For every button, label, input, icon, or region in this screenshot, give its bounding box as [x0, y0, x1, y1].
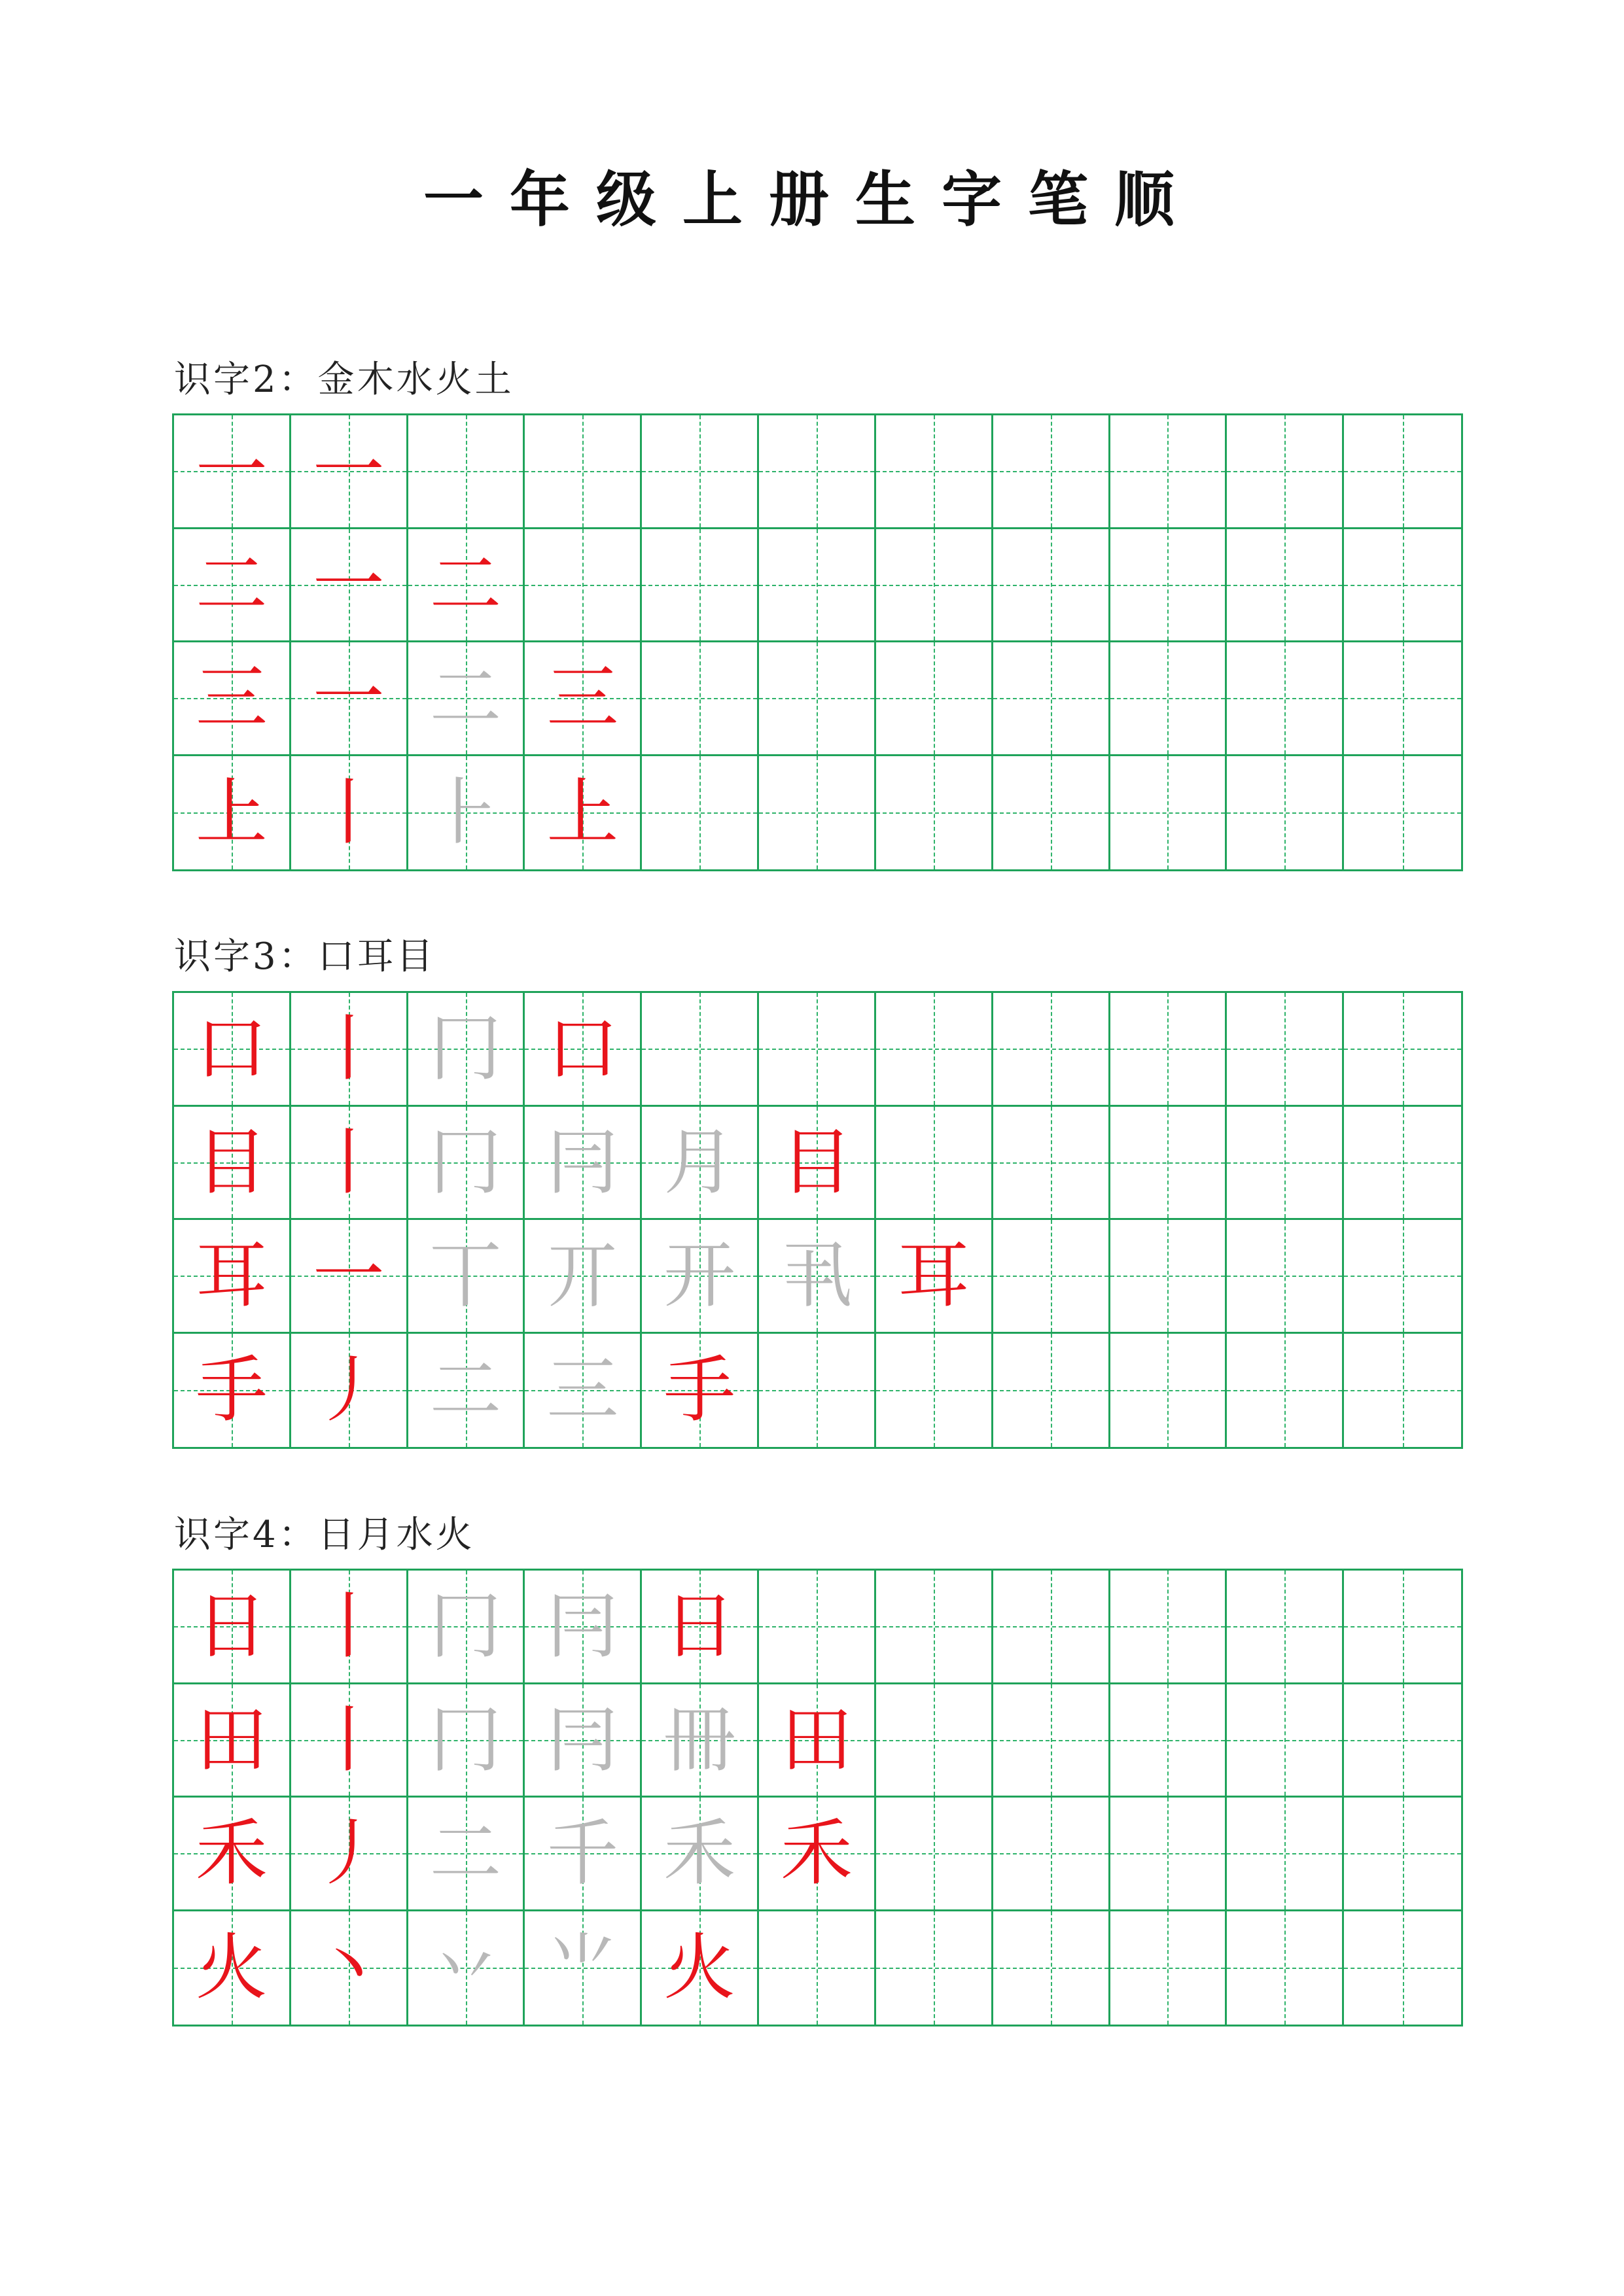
practice-cell: [993, 1220, 1110, 1334]
section-label-3: 识字4：日月水火: [174, 1514, 475, 1556]
practice-cell: [876, 1220, 993, 1334]
char-cell: [174, 1911, 291, 2025]
stroke-step: 丅: [429, 1234, 502, 1318]
practice-cell: [291, 1571, 408, 1684]
practice-cell: [525, 642, 642, 756]
practice-cell: [876, 1107, 993, 1221]
practice-cell: [1344, 1334, 1461, 1448]
practice-cell: [876, 1334, 993, 1448]
stroke-step: 丿: [312, 1348, 385, 1433]
practice-cell: [993, 1911, 1110, 2025]
stroke-step: 禾: [663, 1811, 736, 1896]
practice-cell: [1227, 415, 1344, 529]
practice-cell: [876, 1911, 993, 2025]
practice-cell: [642, 1571, 759, 1684]
practice-cell: [876, 1571, 993, 1684]
practice-cell: [642, 1911, 759, 2025]
practice-cell: [759, 1571, 876, 1684]
practice-cell: [1227, 1684, 1344, 1798]
practice-cell: [1110, 993, 1227, 1107]
practice-cell: [525, 529, 642, 643]
stroke-step: 丌: [546, 1234, 619, 1318]
stroke-step: 一: [312, 656, 385, 740]
stroke-step: 丨: [312, 1007, 385, 1091]
practice-cell: [993, 1107, 1110, 1221]
practice-cell: [759, 1107, 876, 1221]
practice-cell: [291, 1798, 408, 1911]
practice-cell: [408, 756, 525, 870]
model-character: 耳: [195, 1234, 268, 1318]
practice-cell: [1344, 415, 1461, 529]
practice-cell: [642, 642, 759, 756]
stroke-step: 火: [663, 1926, 736, 2010]
practice-cell: [1344, 1911, 1461, 2025]
practice-cell: [408, 993, 525, 1107]
practice-cell: [876, 1684, 993, 1798]
practice-cell: [1344, 1220, 1461, 1334]
char-cell: [174, 1107, 291, 1221]
practice-cell: [1227, 1107, 1344, 1221]
page-title: 一年级上册生字笔顺: [423, 164, 1201, 235]
stroke-step: 二: [429, 656, 502, 740]
practice-cell: [1110, 1684, 1227, 1798]
stroke-step: 冂: [429, 1584, 502, 1669]
practice-cell: [1227, 756, 1344, 870]
practice-cell: [525, 1798, 642, 1911]
practice-cell: [876, 415, 993, 529]
section-label-1: 识字2：金木水火土: [174, 358, 514, 401]
stroke-step: 冊: [663, 1697, 736, 1782]
practice-cell: [408, 1798, 525, 1911]
practice-cell: [759, 1220, 876, 1334]
practice-cell: [876, 529, 993, 643]
practice-cell: [1110, 1798, 1227, 1911]
practice-cell: [1227, 1798, 1344, 1911]
practice-cell: [408, 415, 525, 529]
practice-cell: [291, 1684, 408, 1798]
stroke-step: 冃: [546, 1120, 619, 1204]
practice-cell: [1227, 1220, 1344, 1334]
practice-cell: [1110, 1571, 1227, 1684]
stroke-step: 丮: [780, 1234, 853, 1318]
stroke-step: 目: [780, 1120, 853, 1204]
practice-cell: [759, 529, 876, 643]
practice-cell: [1344, 756, 1461, 870]
practice-cell: [1227, 1334, 1344, 1448]
model-character: 二: [195, 542, 268, 627]
stroke-step: 丨: [312, 1120, 385, 1204]
stroke-step: 三: [546, 1348, 619, 1433]
practice-cell: [525, 756, 642, 870]
practice-cell: [525, 1684, 642, 1798]
practice-cell: [525, 1107, 642, 1221]
practice-cell: [642, 756, 759, 870]
practice-cell: [291, 529, 408, 643]
practice-cell: [759, 993, 876, 1107]
practice-cell: [642, 993, 759, 1107]
practice-cell: [876, 993, 993, 1107]
practice-cell: [993, 756, 1110, 870]
stroke-grid-3: [172, 1569, 1463, 2026]
char-cell: [174, 1684, 291, 1798]
practice-cell: [993, 1798, 1110, 1911]
stroke-step: 月: [663, 1120, 736, 1204]
stroke-step: 上: [546, 771, 619, 855]
practice-cell: [525, 1334, 642, 1448]
stroke-step: 手: [663, 1348, 736, 1433]
practice-cell: [291, 415, 408, 529]
practice-cell: [1110, 415, 1227, 529]
practice-cell: [1344, 642, 1461, 756]
practice-cell: [291, 993, 408, 1107]
practice-cell: [291, 1334, 408, 1448]
stroke-step: 田: [780, 1697, 853, 1782]
stroke-step: 开: [663, 1234, 736, 1318]
stroke-step: 千: [546, 1811, 619, 1896]
practice-cell: [642, 529, 759, 643]
stroke-grid-1: [172, 413, 1463, 871]
stroke-step: 一: [312, 429, 385, 513]
model-character: 上: [195, 771, 268, 855]
practice-cell: [759, 1911, 876, 2025]
practice-cell: [993, 642, 1110, 756]
practice-cell: [1110, 642, 1227, 756]
model-character: 目: [195, 1120, 268, 1204]
model-character: 三: [195, 656, 268, 740]
practice-cell: [642, 1798, 759, 1911]
stroke-step: 冃: [546, 1697, 619, 1782]
practice-cell: [408, 1107, 525, 1221]
practice-cell: [525, 1571, 642, 1684]
practice-cell: [1227, 1571, 1344, 1684]
model-character: 火: [195, 1926, 268, 2010]
stroke-step: 丨: [312, 1697, 385, 1782]
practice-cell: [291, 1107, 408, 1221]
model-character: 手: [195, 1348, 268, 1433]
practice-cell: [642, 1684, 759, 1798]
practice-cell: [408, 1571, 525, 1684]
model-character: 田: [195, 1697, 268, 1782]
practice-cell: [291, 756, 408, 870]
practice-cell: [408, 1684, 525, 1798]
practice-cell: [291, 1220, 408, 1334]
model-character: 日: [195, 1584, 268, 1669]
stroke-step: 一: [312, 1234, 385, 1318]
practice-cell: [993, 1571, 1110, 1684]
practice-cell: [1344, 1684, 1461, 1798]
practice-cell: [525, 993, 642, 1107]
practice-cell: [1344, 529, 1461, 643]
practice-cell: [1227, 1911, 1344, 2025]
char-cell: [174, 1798, 291, 1911]
practice-cell: [1344, 993, 1461, 1107]
practice-cell: [993, 993, 1110, 1107]
practice-cell: [642, 1107, 759, 1221]
stroke-step: 禾: [780, 1811, 853, 1896]
practice-cell: [876, 1798, 993, 1911]
practice-cell: [759, 642, 876, 756]
practice-cell: [642, 1334, 759, 1448]
practice-cell: [408, 642, 525, 756]
stroke-step: 冂: [429, 1120, 502, 1204]
stroke-step: 冂: [429, 1697, 502, 1782]
stroke-step: 三: [546, 656, 619, 740]
practice-cell: [993, 1334, 1110, 1448]
practice-cell: [408, 1911, 525, 2025]
practice-cell: [759, 415, 876, 529]
stroke-step: 丷: [429, 1926, 502, 2010]
practice-cell: [1110, 1220, 1227, 1334]
practice-cell: [993, 1684, 1110, 1798]
practice-cell: [408, 1334, 525, 1448]
stroke-step: 冃: [546, 1584, 619, 1669]
stroke-step: 耳: [897, 1234, 970, 1318]
practice-cell: [876, 642, 993, 756]
practice-cell: [1227, 993, 1344, 1107]
practice-cell: [759, 1798, 876, 1911]
practice-cell: [1110, 1334, 1227, 1448]
practice-cell: [525, 1220, 642, 1334]
stroke-step: 日: [663, 1584, 736, 1669]
practice-cell: [291, 642, 408, 756]
stroke-step: 冂: [429, 1007, 502, 1091]
practice-cell: [642, 1220, 759, 1334]
practice-cell: [1110, 756, 1227, 870]
stroke-step: ⺊: [429, 771, 502, 855]
practice-cell: [1344, 1798, 1461, 1911]
char-cell: [174, 1220, 291, 1334]
stroke-step: 一: [312, 542, 385, 627]
practice-cell: [525, 415, 642, 529]
char-cell: [174, 415, 291, 529]
practice-cell: [291, 1911, 408, 2025]
stroke-step: 二: [429, 542, 502, 627]
practice-cell: [759, 756, 876, 870]
stroke-step: ⺌: [546, 1926, 619, 2010]
char-cell: [174, 642, 291, 756]
practice-cell: [993, 529, 1110, 643]
stroke-step: 口: [546, 1007, 619, 1091]
practice-cell: [1344, 1571, 1461, 1684]
stroke-step: 二: [429, 1348, 502, 1433]
char-cell: [174, 1334, 291, 1448]
section-label-2: 识字3：口耳目: [174, 935, 436, 978]
practice-cell: [1227, 642, 1344, 756]
practice-cell: [993, 415, 1110, 529]
practice-cell: [759, 1334, 876, 1448]
stroke-step: 丶: [312, 1926, 385, 2010]
char-cell: [174, 1571, 291, 1684]
practice-cell: [1344, 1107, 1461, 1221]
stroke-grid-2: [172, 991, 1463, 1449]
practice-cell: [408, 1220, 525, 1334]
practice-cell: [525, 1911, 642, 2025]
stroke-step: 丨: [312, 1584, 385, 1669]
practice-cell: [1110, 529, 1227, 643]
practice-cell: [759, 1684, 876, 1798]
practice-cell: [642, 415, 759, 529]
stroke-step: 二: [429, 1811, 502, 1896]
stroke-step: 丨: [312, 771, 385, 855]
practice-cell: [1110, 1911, 1227, 2025]
model-character: 禾: [195, 1811, 268, 1896]
model-character: 一: [195, 429, 268, 513]
char-cell: [174, 993, 291, 1107]
practice-cell: [876, 756, 993, 870]
char-cell: [174, 756, 291, 870]
char-cell: [174, 529, 291, 643]
practice-cell: [1227, 529, 1344, 643]
practice-cell: [408, 529, 525, 643]
model-character: 口: [195, 1007, 268, 1091]
practice-cell: [1110, 1107, 1227, 1221]
stroke-step: 丿: [312, 1811, 385, 1896]
